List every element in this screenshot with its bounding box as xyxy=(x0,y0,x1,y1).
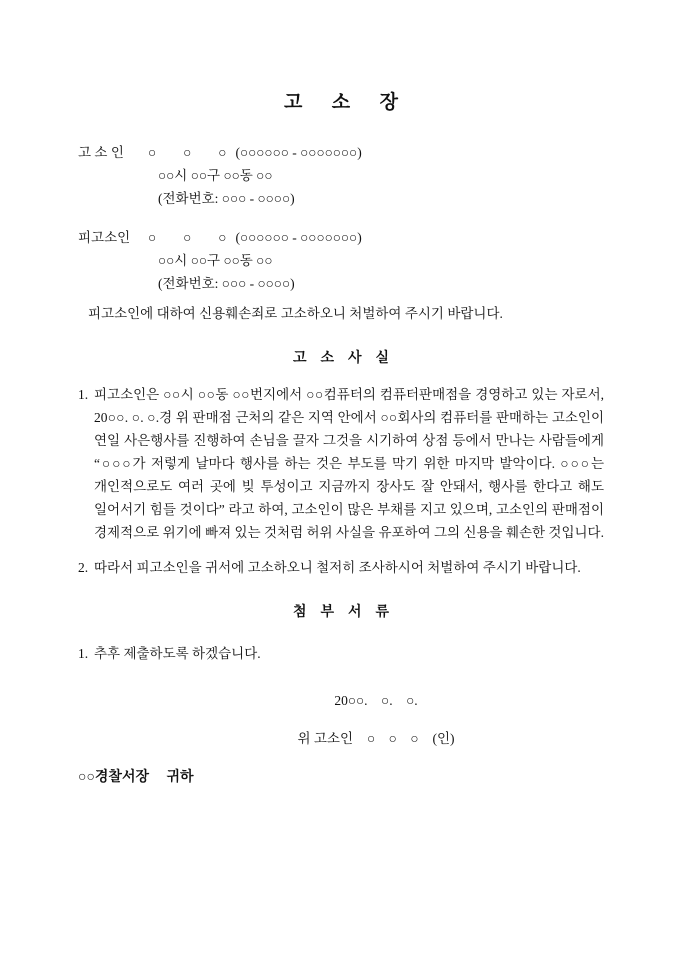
facts-item-1-number: 1. xyxy=(78,387,89,402)
accused-name-line xyxy=(78,226,604,249)
signature-line xyxy=(78,727,604,750)
accused-name: ○ ○ ○ xyxy=(148,230,227,245)
complainant-name-line xyxy=(78,141,604,164)
accused-id-number: (○○○○○○ - ○○○○○○○) xyxy=(235,230,362,245)
attachment-item-1-number: 1. xyxy=(78,646,89,661)
facts-item-2 xyxy=(78,556,604,579)
document-date: 20○○. ○. ○. xyxy=(334,693,418,708)
complainant-block xyxy=(78,141,604,210)
facts-item-1 xyxy=(78,383,604,544)
complainant-label: 고 소 인 xyxy=(78,145,124,160)
accused-label: 피고소인 xyxy=(78,230,131,245)
attachments-heading: 첨부서류 xyxy=(292,605,404,620)
accused-address: ○○시 ○○구 ○○동 ○○ xyxy=(158,253,273,268)
accused-phone: (전화번호: ○○○ - ○○○○) xyxy=(158,276,295,291)
signature-seal: (인) xyxy=(432,731,455,746)
attachment-item-1-text: 추후 제출하도록 하겠습니다. xyxy=(94,646,261,661)
complainant-address: ○○시 ○○구 ○○동 ○○ xyxy=(158,168,273,183)
attachment-item-1 xyxy=(78,642,604,665)
facts-item-2-text: 따라서 피고소인을 귀서에 고소하오니 철저히 조사하시어 처벌하여 주시기 바랍니다. xyxy=(94,560,581,575)
complainant-name: ○ ○ ○ xyxy=(148,145,227,160)
signature-prefix: 위 고소인 xyxy=(297,731,354,746)
facts-heading: 고소사실 xyxy=(292,351,404,366)
accused-block xyxy=(78,226,604,295)
facts-item-1-text: 피고소인은 ○○시 ○○동 ○○번지에서 ○○컴퓨터의 컴퓨터판매점을 경영하고 있는 자로서, 20○○. ○. ○.경 위 판매점 근처의 같은 지역 안에서 ○○회사의 컴퓨터를 판매하는 고소인이 연일 사은행사를 진행하여 손님을 끌자 그것을 시기하여 상점 등에서 만나는 사람들에게 “○○○가 저렇게 날마다 행사를 하는 것은 부도를 막기 위한 마지막 발악이다. ○○○는 개인적으로도 여러 곳에 빚 투성이고 지금까지 장사도 잘 안돼서, 행사를 한다고 해도 일어서기 힘들 것이다” 라고 하여, 고소인이 많은 부채를 지고 있으며, 고소인의 판매점이 경제적으로 위기에 빠져 있는 것처럼 허위 사실을 유포하여 그의 신용을 훼손한 것입니다. xyxy=(94,387,604,540)
recipient-line: ○○경찰서장 귀하 xyxy=(78,770,194,785)
intro-sentence: 피고소인에 대하여 신용훼손죄로 고소하오니 처벌하여 주시기 바랍니다. xyxy=(88,306,503,321)
complainant-id-number: (○○○○○○ - ○○○○○○○) xyxy=(235,145,362,160)
complainant-phone: (전화번호: ○○○ - ○○○○) xyxy=(158,191,295,206)
facts-item-2-number: 2. xyxy=(78,560,89,575)
signature-name: ○ ○ ○ xyxy=(367,731,419,746)
document-title: 고소장 xyxy=(284,92,428,113)
